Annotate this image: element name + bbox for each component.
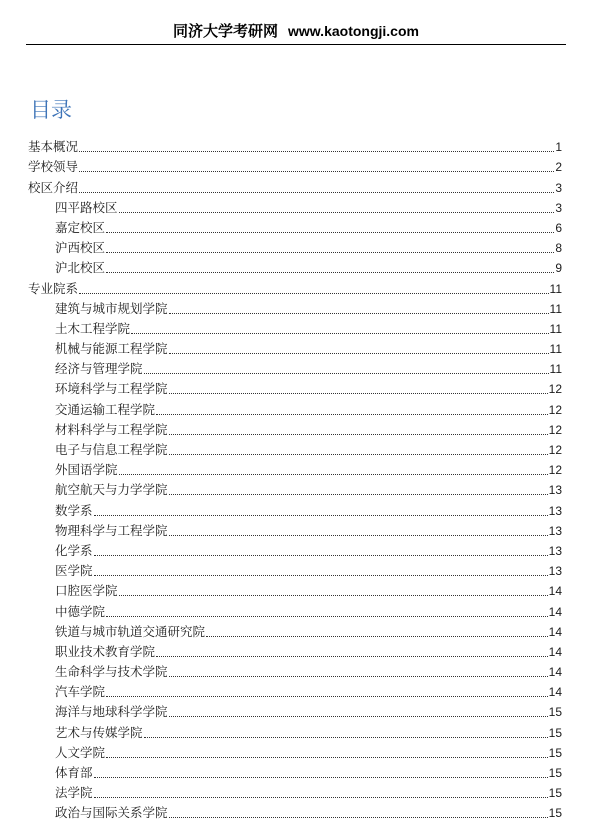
toc-entry-page-number: 13 — [548, 503, 562, 518]
toc-dot-leader — [169, 353, 549, 354]
toc-entry-label: 物理科学与工程学院 — [55, 522, 168, 538]
toc-dot-leader — [169, 393, 548, 394]
toc-dot-leader — [106, 232, 554, 233]
toc-dot-leader — [169, 817, 548, 818]
toc-entry[interactable] — [0, 317, 600, 337]
toc-entry[interactable] — [0, 458, 600, 478]
toc-entry-label: 职业技术教育学院 — [55, 643, 156, 659]
toc-entry-label: 法学院 — [55, 785, 93, 801]
toc-entry-label: 建筑与城市规划学院 — [55, 300, 168, 316]
toc-dot-leader — [79, 151, 554, 152]
toc-entry-label: 数学系 — [55, 502, 93, 518]
toc-entry-label: 学校领导 — [28, 159, 79, 175]
toc-entry[interactable] — [0, 357, 600, 377]
toc-dot-leader — [119, 212, 555, 213]
toc-entry[interactable] — [0, 720, 600, 740]
header-title: 同济大学考研网 — [173, 22, 279, 40]
toc-dot-leader — [94, 797, 548, 798]
toc-entry-page-number: 14 — [548, 584, 562, 599]
toc-entry-page-number: 15 — [548, 745, 562, 760]
toc-entry-page-number: 6 — [555, 220, 562, 235]
toc-entry[interactable] — [0, 236, 600, 256]
toc-entry-page-number: 13 — [548, 523, 562, 538]
toc-entry-label: 沪北校区 — [55, 260, 106, 276]
toc-entry-page-number: 14 — [548, 685, 562, 700]
toc-entry-page-number: 15 — [548, 766, 562, 780]
toc-dot-leader — [131, 333, 549, 334]
toc-entry-page-number: 15 — [548, 786, 562, 801]
toc-entry-label: 机械与能源工程学院 — [55, 341, 168, 357]
page-header — [26, 20, 566, 42]
toc-dot-leader — [119, 474, 548, 475]
toc-entry-page-number: 14 — [548, 604, 562, 619]
toc-entry-page-number: 11 — [549, 342, 562, 357]
toc-dot-leader — [106, 252, 554, 253]
toc-entry-page-number: 13 — [548, 564, 562, 579]
toc-entry-label: 基本概况 — [28, 139, 79, 155]
toc-dot-leader — [169, 494, 548, 495]
toc-dot-leader — [169, 313, 549, 314]
toc-entry[interactable] — [0, 741, 600, 761]
toc-entry[interactable] — [0, 297, 600, 317]
toc-dot-leader — [206, 636, 548, 637]
toc-entry-label: 口腔医学院 — [55, 583, 118, 599]
toc-entry-page-number: 15 — [548, 725, 562, 740]
toc-entry[interactable] — [0, 559, 600, 579]
toc-entry-label: 航空航天与力学学院 — [55, 482, 168, 498]
toc-dot-leader — [156, 414, 548, 415]
toc-dot-leader — [94, 555, 548, 556]
toc-entry-label: 汽车学院 — [55, 684, 106, 700]
toc-entry[interactable] — [0, 256, 600, 276]
toc-entry-label: 交通运输工程学院 — [55, 401, 156, 417]
toc-entry[interactable] — [0, 377, 600, 397]
toc-dot-leader — [169, 535, 548, 536]
toc-entry-label: 铁道与城市轨道交通研究院 — [55, 623, 206, 639]
toc-dot-leader — [94, 777, 548, 778]
toc-entry-page-number: 12 — [548, 402, 562, 417]
toc-dot-leader — [106, 616, 548, 617]
toc-entry-page-number: 1 — [555, 140, 562, 155]
toc-entry[interactable] — [0, 175, 600, 195]
toc-entry[interactable] — [0, 155, 600, 175]
toc-entry[interactable] — [0, 418, 600, 438]
toc-dot-leader — [144, 373, 549, 374]
toc-entry-label: 中德学院 — [55, 603, 106, 619]
header-site-url[interactable]: www.kaotongji.com — [288, 23, 419, 39]
toc-entry-page-number: 11 — [549, 362, 562, 377]
toc-entry[interactable] — [0, 660, 600, 680]
toc-entry-label: 生命科学与技术学院 — [55, 664, 168, 680]
toc-entry-label: 外国语学院 — [55, 462, 118, 478]
toc-entry-page-number: 9 — [555, 261, 562, 276]
toc-dot-leader — [144, 737, 548, 738]
toc-dot-leader — [79, 192, 554, 193]
toc-entry-page-number: 14 — [548, 624, 562, 639]
toc-entry-label: 体育部 — [55, 765, 93, 780]
toc-entry[interactable] — [0, 397, 600, 417]
toc-entry-page-number: 14 — [548, 665, 562, 680]
toc-entry[interactable] — [0, 761, 600, 781]
toc-entry-page-number: 15 — [548, 806, 562, 821]
toc-entry-page-number: 2 — [555, 160, 562, 175]
toc-entry-label: 环境科学与工程学院 — [55, 381, 168, 397]
toc-entry[interactable] — [0, 438, 600, 458]
toc-entry-label: 政治与国际关系学院 — [55, 805, 168, 821]
toc-entry-page-number: 3 — [555, 180, 562, 195]
toc-entry[interactable] — [0, 196, 600, 216]
toc-dot-leader — [169, 676, 548, 677]
toc-entry-label: 土木工程学院 — [55, 320, 131, 336]
toc-entry-page-number: 13 — [548, 483, 562, 498]
toc-entry-label: 专业院系 — [28, 280, 79, 296]
header-divider — [26, 44, 566, 45]
toc-entry-page-number: 8 — [555, 241, 562, 256]
toc-entry[interactable] — [0, 801, 600, 821]
toc-dot-leader — [169, 434, 548, 435]
toc-entry-page-number: 11 — [549, 301, 562, 316]
toc-dot-leader — [106, 272, 554, 273]
toc-dot-leader — [156, 656, 548, 657]
toc-entry-label: 艺术与传媒学院 — [55, 724, 143, 740]
toc-entry[interactable] — [0, 478, 600, 498]
toc-entry-page-number: 12 — [548, 463, 562, 478]
toc-entry-label: 人文学院 — [55, 744, 106, 760]
toc-dot-leader — [119, 595, 548, 596]
toc-entry-page-number: 13 — [548, 543, 562, 558]
toc-dot-leader — [94, 575, 548, 576]
toc-entry-label: 校区介绍 — [28, 179, 79, 195]
toc-entry[interactable] — [0, 781, 600, 801]
toc-entry[interactable] — [0, 579, 600, 599]
toc-entry-label: 电子与信息工程学院 — [55, 442, 168, 457]
toc-entry[interactable] — [0, 680, 600, 700]
toc-entry[interactable] — [0, 620, 600, 640]
toc-entry[interactable] — [0, 539, 600, 559]
toc-entry[interactable] — [0, 276, 600, 296]
toc-entry-page-number: 11 — [549, 281, 562, 296]
toc-dot-leader — [106, 757, 548, 758]
toc-list — [0, 135, 600, 821]
toc-entry[interactable] — [0, 135, 600, 155]
toc-entry-page-number: 12 — [548, 443, 562, 457]
toc-entry-label: 经济与管理学院 — [55, 361, 143, 377]
toc-entry[interactable] — [0, 216, 600, 236]
toc-entry-label: 嘉定校区 — [55, 219, 106, 235]
toc-entry-page-number: 12 — [548, 382, 562, 397]
toc-entry[interactable] — [0, 599, 600, 619]
toc-entry[interactable] — [0, 498, 600, 518]
toc-entry-page-number: 11 — [549, 321, 562, 336]
toc-entry-label: 化学系 — [55, 542, 93, 558]
toc-title: 目录 — [30, 98, 72, 122]
toc-dot-leader — [79, 293, 549, 294]
toc-entry-label: 海洋与地球科学学院 — [55, 704, 168, 720]
toc-entry-label: 四平路校区 — [55, 199, 118, 215]
toc-entry-page-number: 15 — [548, 705, 562, 720]
toc-dot-leader — [169, 454, 548, 455]
toc-dot-leader — [94, 515, 548, 516]
toc-dot-leader — [79, 171, 554, 172]
toc-entry[interactable] — [0, 519, 600, 539]
toc-dot-leader — [106, 696, 548, 697]
toc-dot-leader — [169, 716, 548, 717]
toc-entry[interactable] — [0, 640, 600, 660]
toc-entry-page-number: 12 — [548, 422, 562, 437]
toc-entry-page-number: 14 — [548, 644, 562, 659]
toc-entry-label: 沪西校区 — [55, 240, 106, 256]
toc-entry-label: 材料科学与工程学院 — [55, 421, 168, 437]
toc-entry-page-number: 3 — [555, 200, 562, 215]
toc-entry-label: 医学院 — [55, 563, 93, 579]
toc-entry[interactable] — [0, 337, 600, 357]
toc-entry[interactable] — [0, 700, 600, 720]
